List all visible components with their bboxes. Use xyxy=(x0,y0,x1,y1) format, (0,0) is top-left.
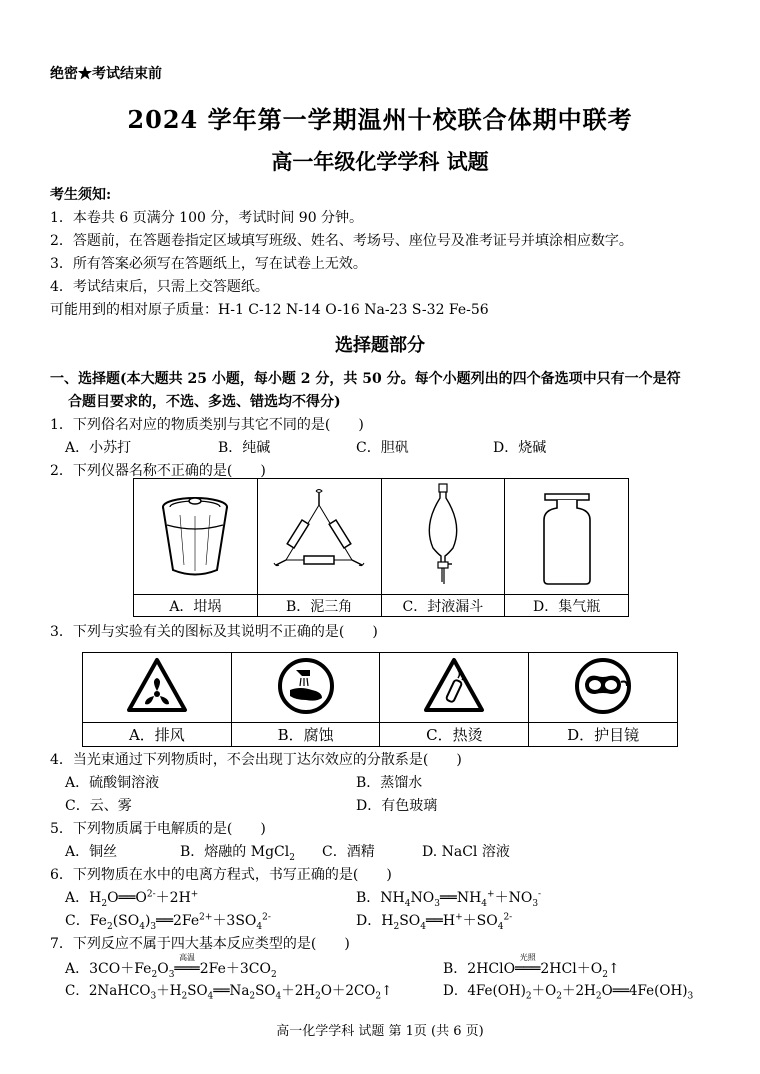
q2-caption-a: A．坩埚 xyxy=(134,595,258,617)
q5-option-d: D. NaCl 溶液 xyxy=(422,844,510,860)
q1-option-d: D．烧碱 xyxy=(493,440,547,456)
clay-triangle-figure xyxy=(257,479,381,595)
crucible-figure xyxy=(134,479,258,595)
q2-caption-c: C．封液漏斗 xyxy=(381,595,505,617)
q2-caption-d: D．集气瓶 xyxy=(505,595,629,617)
q5-option-a: A．铜丝 xyxy=(65,844,118,860)
part1-instruction-cont: 合题目要求的，不选、多选、错选均不得分) xyxy=(68,394,341,410)
q7-option-c: C．$2NaHCO_3+H_2SO_4══Na_2SO_4+2H_2O+2CO_2↑$ xyxy=(65,983,393,1002)
section-title: 选择题部分 xyxy=(335,335,425,356)
condition-label: 高温 xyxy=(179,953,196,962)
crucible-icon xyxy=(140,485,250,585)
q6-option-d: D．$H_2SO_4══H^++SO_4^{2-}$ xyxy=(356,912,513,932)
q2-caption-b: B．泥三角 xyxy=(257,595,381,617)
q4-stem: 4．当光束通过下列物质时，不会出现丁达尔效应的分散系是( ) xyxy=(50,752,462,768)
q2-stem: 2．下列仪器名称不正确的是( ) xyxy=(50,463,266,479)
q7-option-a: A．$3CO+Fe_2O_3$ 高温 $═══2Fe+3CO_2$ xyxy=(65,953,277,980)
atomic-mass-line: 可能用到的相对原子质量：H-1 C-12 N-14 O-16 Na-23 S-32 Fe-56 xyxy=(50,302,489,318)
q3-caption-d: D．护目镜 xyxy=(529,723,678,747)
gas-jar-figure xyxy=(505,479,629,595)
q7-option-b: B．2HClO 光照 $═══2HCl+O_2↑$ xyxy=(443,953,620,980)
q6-option-a: A．$H_2O══O^{2-}+2H^+$ xyxy=(65,889,199,909)
q5-option-b: B．熔融的 MgCl$_2$ xyxy=(180,844,295,863)
q1-stem: 1．下列俗名对应的物质类别与其它不同的是( ) xyxy=(50,417,364,433)
goggles-figure xyxy=(529,653,678,723)
q3-icon-table xyxy=(82,652,678,747)
notice-item: 4．考试结束后，只需上交答题纸。 xyxy=(50,279,269,295)
q1-option-c: C．胆矾 xyxy=(356,440,409,456)
q6-option-b: B．$NH_4NO_3══NH_4^++NO_3^-$ xyxy=(356,889,542,909)
q1-option-a: A．小苏打 xyxy=(65,440,132,456)
secret-label: 绝密★考试结束前 xyxy=(50,66,162,82)
q3-caption-a: A．排风 xyxy=(83,723,232,747)
q4-option-c: C．云、雾 xyxy=(65,798,132,814)
q4-option-a: A．硫酸铜溶液 xyxy=(65,775,160,791)
q7-stem: 7．下列反应不属于四大基本反应类型的是( ) xyxy=(50,936,350,952)
exhaust-fan-icon xyxy=(125,656,189,716)
q7-option-d: D．$4Fe(OH)_2+O_2+2H_2O══4Fe(OH)_3$ xyxy=(443,983,694,1002)
q6-stem: 6．下列物质在水中的电离方程式，书写正确的是( ) xyxy=(50,867,392,883)
hot-surface-icon xyxy=(422,656,486,716)
washing-figure xyxy=(231,653,380,723)
notice-item: 3．所有答案必须写在答题纸上，写在试卷上无效。 xyxy=(50,256,367,272)
page-footer: 高一化学学科 试题 第 1页 (共 6 页) xyxy=(276,1024,484,1039)
separatory-funnel-figure xyxy=(381,479,505,595)
condition-label: 光照 xyxy=(519,953,536,962)
gas-jar-icon xyxy=(512,480,622,590)
q2-apparatus-table xyxy=(133,478,629,617)
notice-item: 2．答题前，在答题卷指定区域填写班级、姓名、考场号、座位号及准考证号并填涂相应数字。 xyxy=(50,233,633,249)
part1-instruction: 一、选择题(本大题共 25 小题，每小题 2 分，共 50 分。每个小题列出的四个备选项中只有一个是符 xyxy=(50,371,681,387)
hot-figure xyxy=(380,653,529,723)
q4-option-d: D．有色玻璃 xyxy=(356,798,438,814)
clay-triangle-icon xyxy=(264,485,374,585)
notice-heading: 考生须知: xyxy=(50,187,112,203)
hand-wash-icon xyxy=(276,656,336,716)
notice-item: 1．本卷共 6 页满分 100 分，考试时间 90 分钟。 xyxy=(50,210,364,226)
exam-subtitle: 高一年级化学学科 试题 xyxy=(271,149,489,174)
q5-option-c: C．酒精 xyxy=(322,844,375,860)
exam-title: 2024 学年第一学期温州十校联合体期中联考 xyxy=(127,105,633,134)
goggles-icon xyxy=(573,656,633,716)
q3-caption-b: B．腐蚀 xyxy=(231,723,380,747)
separatory-funnel-icon xyxy=(388,480,498,590)
q5-stem: 5．下列物质属于电解质的是( ) xyxy=(50,821,266,837)
q3-caption-c: C．热烫 xyxy=(380,723,529,747)
ventilation-figure xyxy=(83,653,232,723)
q6-option-c: C．$Fe_2(SO_4)_3══2Fe^{2+}+3SO_4^{2-}$ xyxy=(65,912,271,932)
q4-option-b: B．蒸馏水 xyxy=(356,775,423,791)
q3-stem: 3．下列与实验有关的图标及其说明不正确的是( ) xyxy=(50,624,378,640)
q1-option-b: B．纯碱 xyxy=(218,440,271,456)
